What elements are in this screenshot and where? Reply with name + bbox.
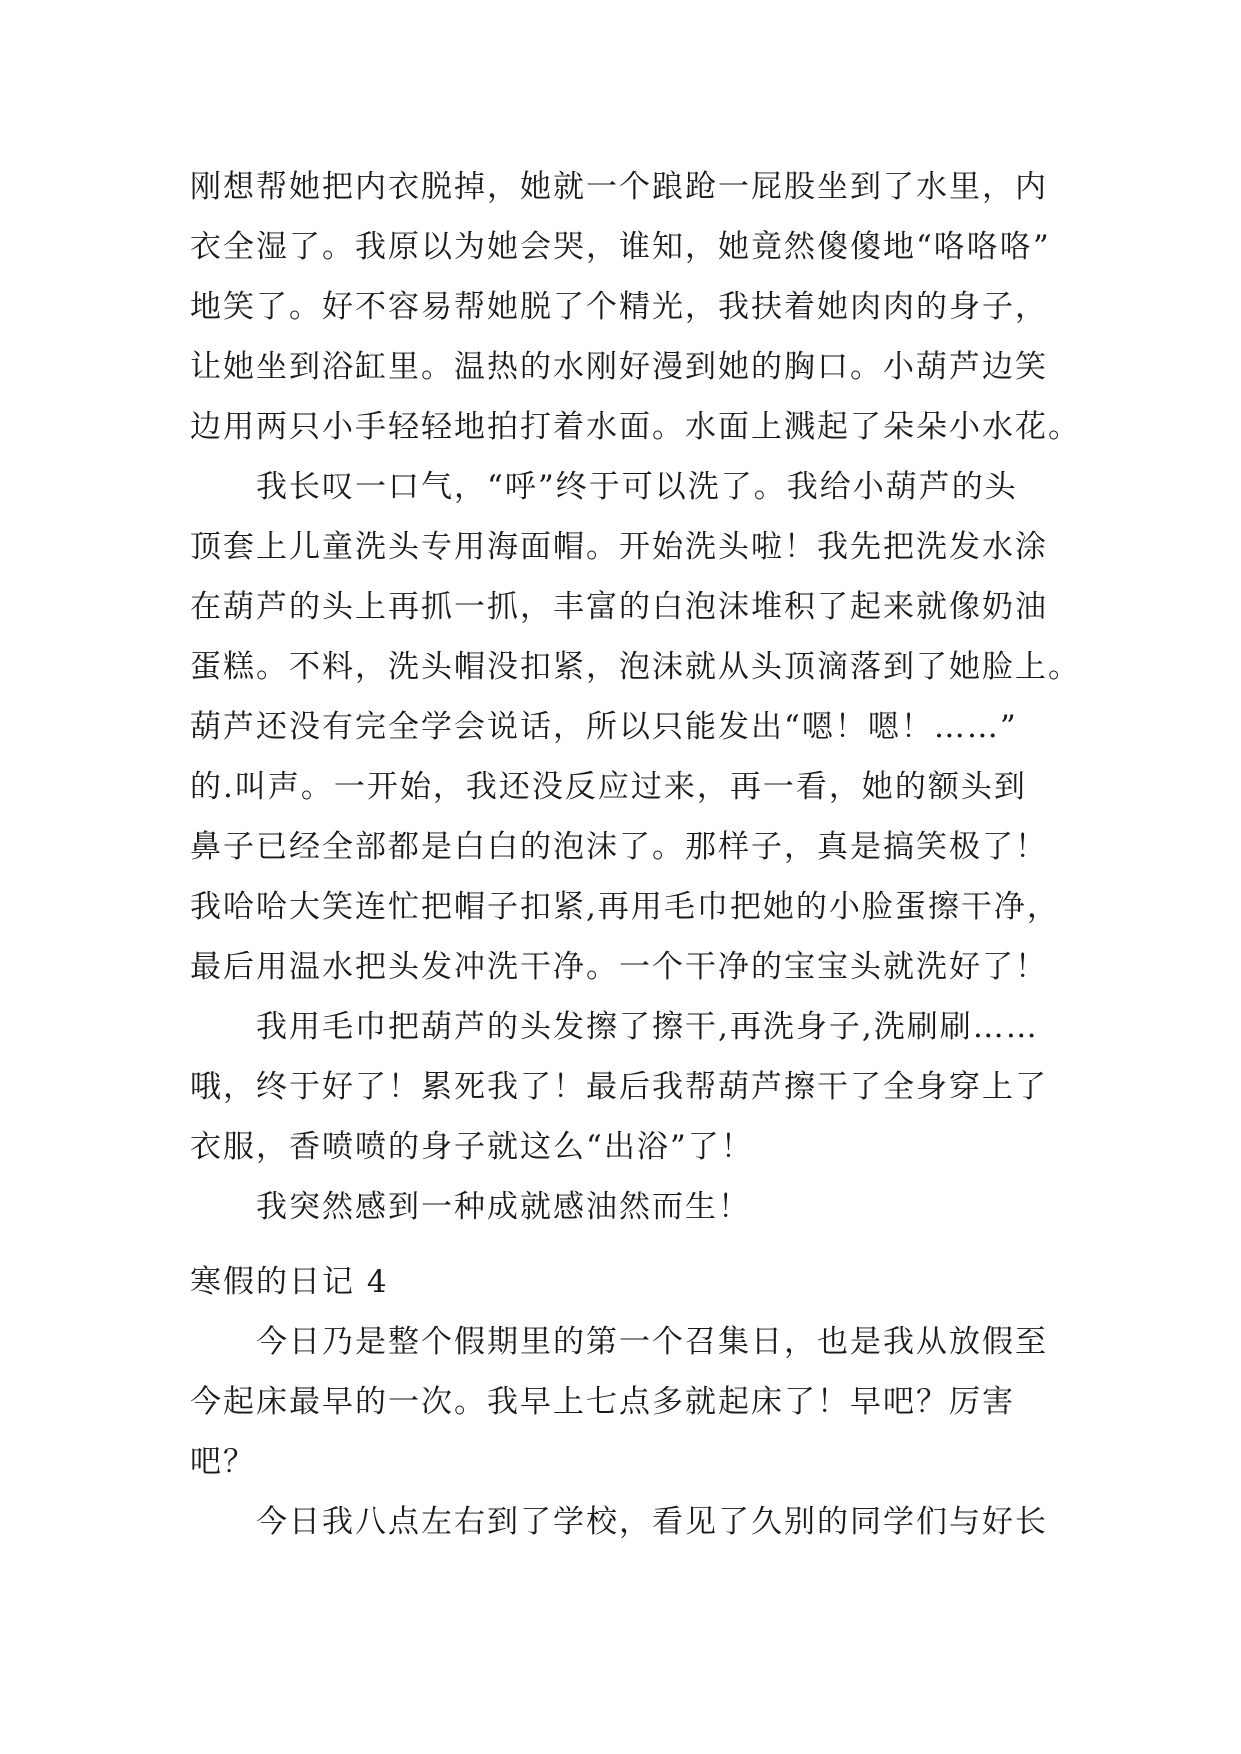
text-line: 让她坐到浴缸里。温热的水刚好漫到她的胸口。小葫芦边笑 — [190, 349, 1048, 385]
text-line: 顶套上儿童洗头专用海面帽。开始洗头啦！我先把洗发水涂 — [190, 529, 1048, 565]
text-line: 哦，终于好了！累死我了！最后我帮葫芦擦干了全身穿上了 — [190, 1069, 1048, 1105]
text-line: 的.叫声。一开始，我还没反应过来，再一看，她的额头到 — [190, 769, 1027, 805]
text-line: 最后用温水把头发冲洗干净。一个干净的宝宝头就洗好了！ — [190, 949, 1048, 985]
text-line: 蛋糕。不料，洗头帽没扣紧，泡沫就从头顶滴落到了她脸上。 — [190, 649, 1081, 685]
diary-body — [190, 1312, 1070, 1552]
section-title-block — [190, 1252, 1070, 1312]
text-line: 在葫芦的头上再抓一抓，丰富的白泡沫堆积了起来就像奶油 — [190, 589, 1048, 625]
text-line: 衣服，香喷喷的身子就这么“出浴”了！ — [190, 1129, 754, 1165]
text-line: 边用两只小手轻轻地拍打着水面。水面上溅起了朵朵小水花。 — [190, 409, 1081, 445]
text-line: 鼻子已经全部都是白白的泡沫了。那样子，真是搞笑极了！ — [190, 829, 1048, 865]
text-line: 吧？ — [190, 1444, 256, 1480]
paragraph-start-line: 我用毛巾把葫芦的头发擦了擦干,再洗身子,洗刷刷…… — [256, 1009, 1039, 1045]
paragraph-start-line: 今日我八点左右到了学校，看见了久别的同学们与好长 — [256, 1504, 1048, 1540]
section-title: 寒假的日记 4 — [190, 1264, 389, 1300]
story-body — [190, 157, 1081, 1237]
text-line: 地笑了。好不容易帮她脱了个精光，我扶着她肉肉的身子， — [190, 289, 1048, 325]
text-line: 我哈哈大笑连忙把帽子扣紧,再用毛巾把她的小脸蛋擦干净， — [190, 889, 1060, 925]
text-line: 葫芦还没有完全学会说话，所以只能发出“嗯！嗯！……” — [190, 709, 1018, 745]
text-line: 衣全湿了。我原以为她会哭，谁知，她竟然傻傻地“咯咯咯” — [190, 229, 1051, 265]
paragraph-start-line: 我长叹一口气，“呼”终于可以洗了。我给小葫芦的头 — [256, 469, 1018, 505]
paragraph-start-line: 我突然感到一种成就感油然而生！ — [256, 1189, 751, 1225]
text-line: 今起床最早的一次。我早上七点多就起床了！早吧？厉害 — [190, 1384, 1015, 1420]
text-line: 刚想帮她把内衣脱掉，她就一个踉跄一屁股坐到了水里，内 — [190, 169, 1048, 205]
paragraph-start-line: 今日乃是整个假期里的第一个召集日，也是我从放假至 — [256, 1324, 1048, 1360]
